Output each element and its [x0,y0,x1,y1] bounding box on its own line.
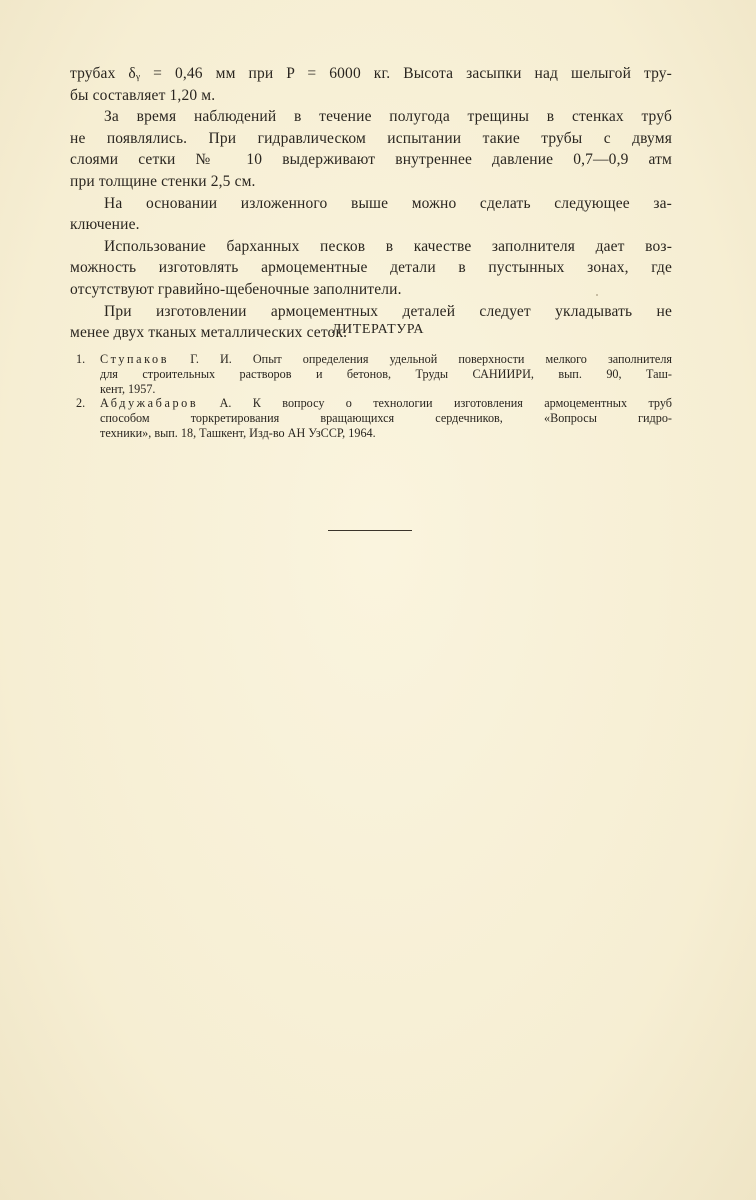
reference-item [76,396,672,440]
paper-speck [596,294,598,296]
text-line: трубах δᵧ = 0,46 мм при P = 6000 кг. Высота засыпки над шелыгой тру- [70,65,672,82]
body-text [70,63,672,344]
paragraph [70,193,672,236]
reference-text: А. К вопросу о технологии изготовления армоцементных труб [219,396,672,411]
reference-line: кент, 1957. [100,381,156,396]
text-line: не появлялись. При гидравлическом испытании такие трубы с двумя [70,129,672,147]
reference-line: для строительных растворов и бетонов, Труды САНИИРИ, вып. 90, Таш- [100,366,672,381]
paragraph [70,106,672,192]
text-line: Использование барханных песков в качестве заполнителя дает воз- [104,237,672,255]
reference-line: способом торкретирования вращающихся сердечников, «Вопросы гидро- [100,411,672,426]
end-rule [328,530,412,531]
reference-line [100,352,672,367]
text-line: при толщине стенки 2,5 см. [70,172,256,190]
paragraph [70,63,672,106]
references-list [76,352,672,441]
text-line: бы составляет 1,20 м. [70,86,216,104]
reference-item [76,352,672,396]
reference-line [100,396,672,411]
reference-author: Абдужабаров [100,396,199,411]
reference-number: 1. [76,352,86,366]
reference-line: техники», вып. 18, Ташкент, Изд-во АН УзССР, 1964. [100,425,376,440]
text-line: менее двух тканых металлических сеток. [70,324,348,342]
text-line: ключение. [70,216,140,234]
text-line: При изготовлении армоцементных деталей следует укладывать не [104,302,672,320]
reference-text: Г. И. Опыт определения удельной поверхности мелкого заполнителя [190,352,673,366]
text-line: За время наблюдений в течение полугода трещины в стенках труб [104,108,672,126]
text-line: можность изготовлять армоцементные детали в пустынных зонах, где [70,259,672,277]
text-line: На основании изложенного выше можно сделать следующее за- [104,194,672,212]
paragraph [70,236,672,301]
reference-author: Ступаков [100,352,170,366]
text-line: слоями сетки № 10 выдерживают внутреннее давление 0,7—0,9 атм [70,151,672,169]
text-line: отсутствуют гравийно-щебеночные заполнители. [70,280,402,298]
references-heading: ЛИТЕРАТУРА [331,322,425,337]
reference-number: 2. [76,396,86,411]
